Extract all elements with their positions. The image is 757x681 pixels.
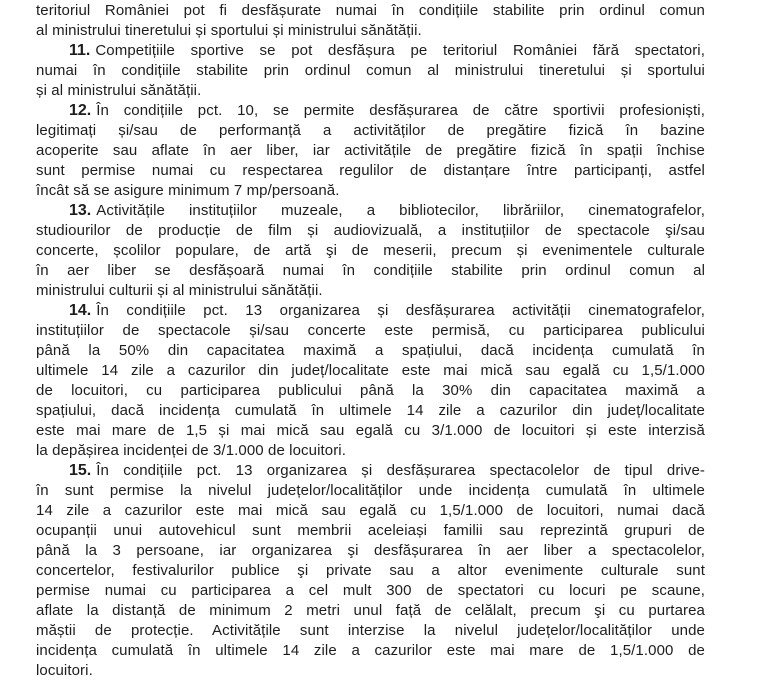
line-text: Activitățile instituțiilor muzeale, a bibliotecilor, librăriilor, cinematografelor,: [96, 202, 705, 219]
text-line: concertelor, festivalurilor publice şi private sau a altor evenimente culturale sunt: [36, 562, 705, 579]
text-line: numai în condițiile stabilite prin ordinul comun al ministrului tineretului și sportului: [36, 62, 705, 79]
text-line: până la 50% din capacitatea maximă a spațiului, dacă incidența cumulată în: [36, 342, 705, 359]
text-line: aflate la distanță de minimum 2 metri unul față de celălalt, precum şi cu purtarea: [36, 602, 705, 619]
text-line: locuitori.: [36, 662, 93, 679]
text-line: [36, 41, 705, 61]
text-line: legitimați și/sau de performanță a activităților de pregătire fizică în bazine: [36, 122, 705, 139]
line-text: În condițiile pct. 13 organizarea și desfășurarea spectacolelor de tipul drive-: [96, 462, 705, 479]
paragraph-continuation: [36, 1, 705, 41]
text-line: este mai mare de 1,5 și mai mică sau egală cu 3/1.000 de locuitori și este interzisă: [36, 422, 705, 439]
text-line: până la 3 persoane, iar organizarea şi desfășurarea în aer liber a spectacolelor,: [36, 542, 705, 559]
text-line: încât să se asigure minimum 7 mp/persoană.: [36, 182, 340, 199]
numbered-paragraph: [36, 41, 705, 101]
text-line: măștii de protecție. Activitățile sunt interzise la nivelul județelor/localităților unde: [36, 622, 705, 639]
text-line: acoperite sau aflate în aer liber, iar activitățile de pregătire fizică în spații închise: [36, 142, 705, 159]
item-number: 12.: [69, 102, 92, 119]
text-line: [36, 201, 705, 221]
text-line: al ministrului tineretului și sportului și ministrului sănătății.: [36, 22, 422, 39]
text-line: 14 zile a cazurilor este mai mică sau egală cu 1,5/1.000 de locuitori, numai dacă: [36, 502, 705, 519]
numbered-paragraph: [36, 461, 705, 681]
text-line: și al ministrului sănătății.: [36, 82, 202, 99]
text-line: [36, 461, 705, 481]
text-line: [36, 101, 705, 121]
text-line: permise numai cu participarea a cel mult 300 de spectatori cu locuri pe scaune,: [36, 582, 705, 599]
item-number: 15.: [69, 462, 92, 479]
text-line: concerte, școlilor populare, de artă şi de meserii, precum și evenimentele culturale: [36, 242, 705, 259]
text-line: incidența cumulată în ultimele 14 zile a cazurilor este mai mare de 1,5/1.000 de: [36, 642, 705, 659]
text-line: ocupanții unui autovehicul sunt membrii aceleiași familii sau reprezintă grupuri de: [36, 522, 705, 539]
line-text: Competițiile sportive se pot desfășura pe teritoriul României fără spectatori,: [95, 42, 705, 59]
item-number: 11.: [69, 42, 91, 59]
item-number: 14.: [69, 302, 92, 319]
text-line: spațiului, dacă incidența cumulată în ultimele 14 zile a cazurilor din județ/localitate: [36, 402, 705, 419]
numbered-paragraph: [36, 201, 705, 301]
text-line: în aer liber se desfășoară numai în condițiile stabilite prin ordinul comun al: [36, 262, 705, 279]
text-line: la depășirea incidenței de 3/1.000 de locuitori.: [36, 442, 347, 459]
text-line: de locuitori, cu participarea publicului până la 30% din capacitatea maximă a: [36, 382, 705, 399]
text-line: în sunt permise la nivelul județelor/localităților unde incidența cumulată în ultimele: [36, 482, 705, 499]
numbered-paragraph: [36, 101, 705, 201]
text-line: studiourilor de producție de film și audiovizuală, a instituțiilor de spectacole şi/sau: [36, 222, 705, 239]
line-text: În condițiile pct. 13 organizarea și desfășurarea activității cinematografelor,: [96, 302, 705, 319]
line-text: În condițiile pct. 10, se permite desfășurarea de către sportivii profesioniști,: [96, 102, 705, 119]
text-line: ministrului culturii și al ministrului sănătății.: [36, 282, 323, 299]
item-number: 13.: [69, 202, 92, 219]
text-line: teritoriul României pot fi desfășurate numai în condițiile stabilite prin ordinul comun: [36, 2, 705, 19]
text-line: [36, 301, 705, 321]
text-line: ultimele 14 zile a cazurilor din județ/localitate este mai mică sau egală cu 1,5/1.000: [36, 362, 705, 379]
text-line: sunt permise numai cu respectarea regulilor de distanțare între participanți, astfel: [36, 162, 705, 179]
numbered-paragraph: [36, 301, 705, 461]
text-line: instituțiilor de spectacole și/sau concerte este permisă, cu participarea publicului: [36, 322, 705, 339]
